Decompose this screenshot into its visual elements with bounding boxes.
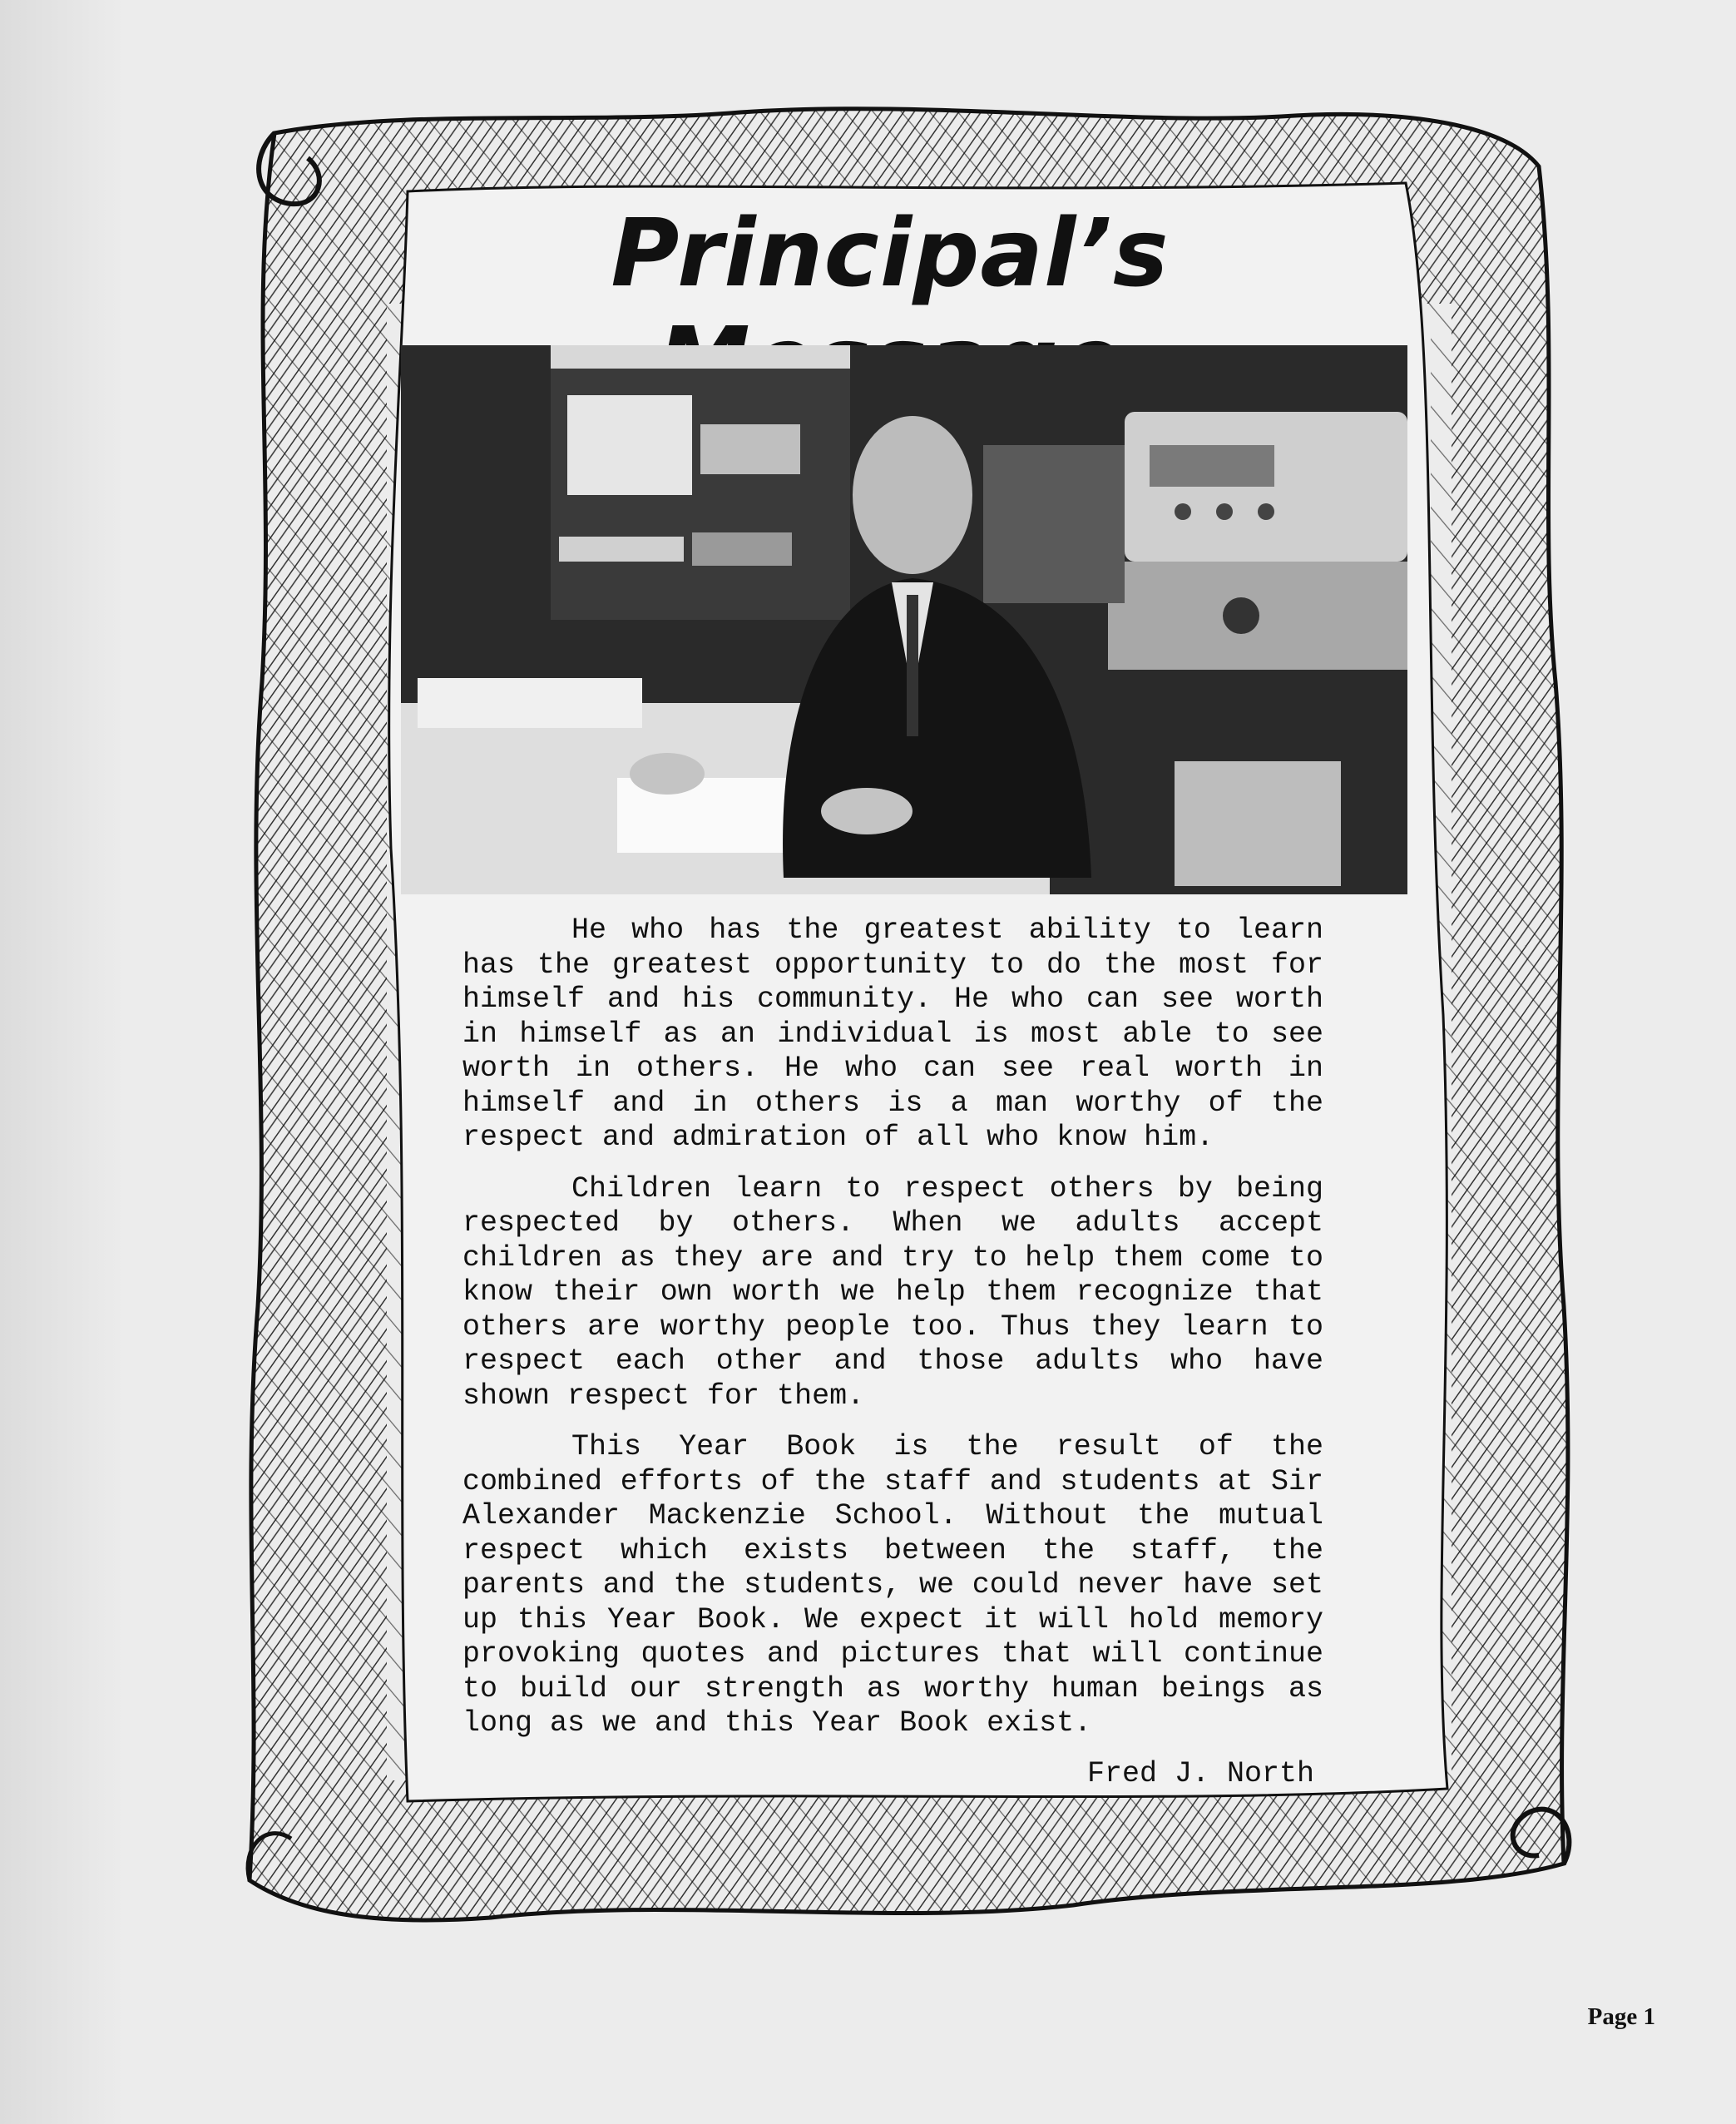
message-paragraph: This Year Book is the result of the combined efforts of the staff and students at Sir Alexander Mackenzie School. Without the mutual respect which exists between the staff, the parents and the students, we could never have set up this Year Book. We expect it will hold memory provoking quotes and pictures that will continue to build our strength as worthy human beings as long as we and this Year Book exist. xyxy=(462,1430,1323,1740)
page-number: Page 1 xyxy=(1587,2003,1655,2030)
message-paragraph: He who has the greatest ability to learn has the greatest opportunity to do the most for himself and his community. He who can see worth in himself as an individual is most able to see worth in others. He who can see real worth in himself and in others is a man worthy of the respect and admiration of all who know him. xyxy=(462,913,1323,1154)
principal-photo xyxy=(401,345,1407,894)
page-title: Principal’s xyxy=(611,200,1170,308)
message-paragraph: Children learn to respect others by being respected by others. When we adults accept children as they are and try to help them come to know their own worth we help them recognize that others are worthy people too. Thus they learn to respect each other and those adults who have shown respect for them. xyxy=(462,1171,1323,1413)
principal-message xyxy=(462,913,1323,1758)
signature: Fred J. North xyxy=(1086,1757,1314,1790)
page-binding-edge xyxy=(0,0,125,2124)
